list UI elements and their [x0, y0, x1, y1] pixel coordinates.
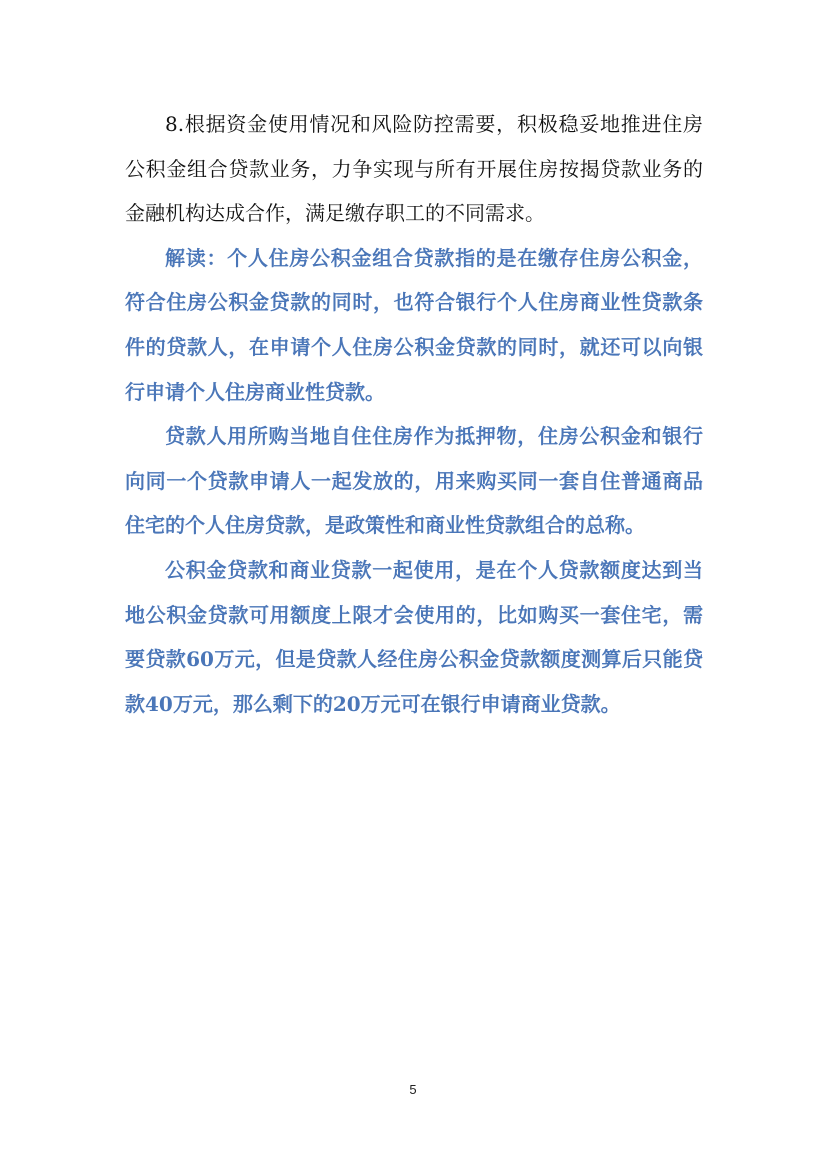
- interpretation-paragraph-3: 公积金贷款和商业贷款一起使用，是在个人贷款额度达到当地公积金贷款可用额度上限才会使用的，比如购买一套住宅，需要贷款60万元，但是贷款人经住房公积金贷款额度测算后只能贷款40万元，那么剩下的20万元可在银行申请商业贷款。: [125, 557, 703, 716]
- document-body: [125, 102, 703, 726]
- page-number: 5: [409, 1082, 417, 1097]
- policy-item-8: 8.根据资金使用情况和风险防控需要，积极稳妥地推进住房公积金组合贷款业务，力争实现与所有开展住房按揭贷款业务的金融机构达成合作，满足缴存职工的不同需求。: [125, 112, 703, 226]
- interpretation-paragraph-1: 解读：个人住房公积金组合贷款指的是在缴存住房公积金，符合住房公积金贷款的同时，也符合银行个人住房商业性贷款条件的贷款人，在申请个人住房公积金贷款的同时，就还可以向银行申请个人住房商业性贷款。: [125, 245, 703, 404]
- interpretation-paragraph-2: 贷款人用所购当地自住住房作为抵押物，住房公积金和银行向同一个贷款申请人一起发放的，用来购买同一套自住普通商品住宅的个人住房贷款，是政策性和商业性贷款组合的总称。: [125, 424, 703, 538]
